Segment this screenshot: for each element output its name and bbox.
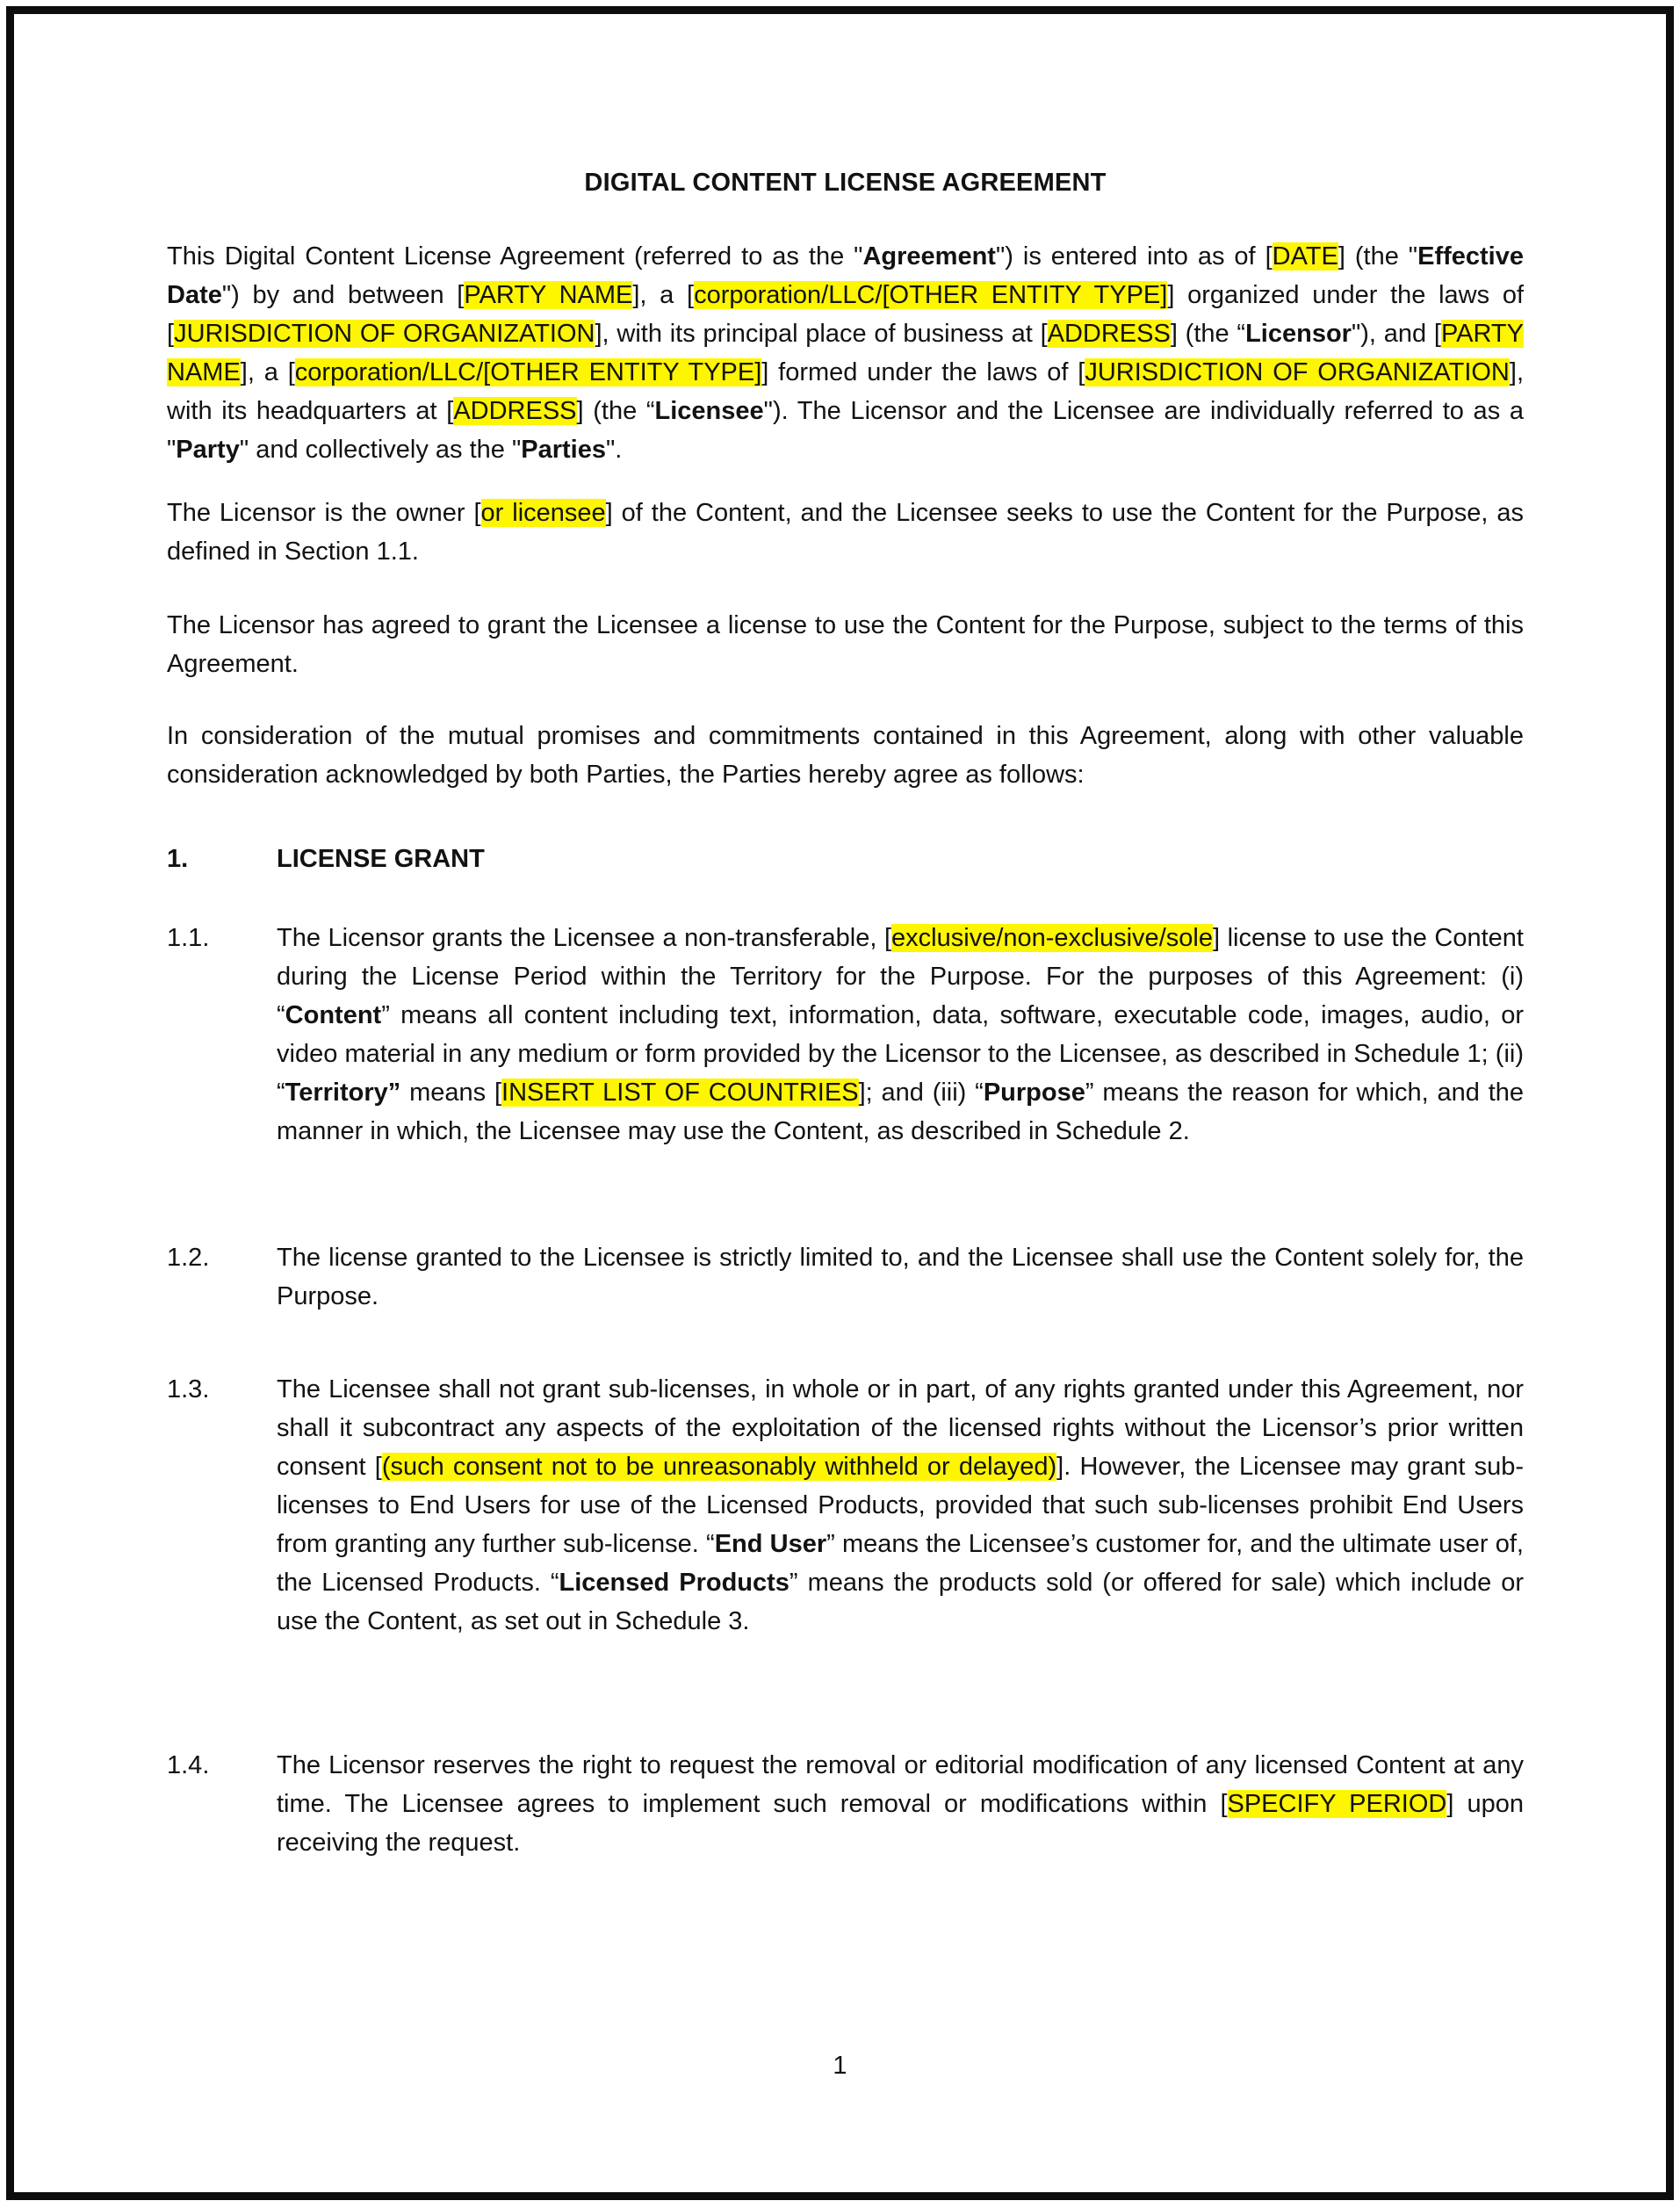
highlighted-placeholder: ADDRESS bbox=[1047, 320, 1171, 348]
intro-paragraph bbox=[167, 237, 1524, 469]
paragraph-text: The Licensee shall not grant sub-licenses, in whole or in part, of any rights granted under this Agreement, nor shall it subcontract any aspects of the exploitation of the licensed rights without the Licensor’s prior written consent [(such consent not to be unreasonably withheld or delayed)]. However, the Licensee may grant sub-licenses to End Users for use of the Licensed Products, provided that such sub-licenses prohibit End Users from granting any further sub-license. “End User” means the Licensee’s customer for, and the ultimate user of, the Licensed Products. “Licensed Products” means the products sold (or offered for sale) which include or use the Content, as set out in Schedule 3. bbox=[277, 1375, 1524, 1635]
highlighted-placeholder: (such consent not to be unreasonably withheld or delayed) bbox=[381, 1453, 1057, 1481]
highlighted-placeholder: SPECIFY PERIOD bbox=[1227, 1790, 1447, 1818]
section-1-heading bbox=[167, 840, 1524, 878]
clause-1-2 bbox=[167, 1238, 1524, 1316]
paragraph-text: The Licensor is the owner [or licensee] of the Content, and the Licensee seeks to use the Content for the Purpose, as defined in Section 1.1. bbox=[167, 499, 1525, 566]
page-content bbox=[167, 0, 1524, 1862]
highlighted-placeholder: JURISDICTION OF ORGANIZATION bbox=[1085, 358, 1510, 386]
highlighted-placeholder: ADDRESS bbox=[453, 397, 577, 425]
paragraph-text: The Licensor has agreed to grant the Licensee a license to use the Content for the Purpose, subject to the terms of this Agreement. bbox=[167, 611, 1524, 678]
grant-paragraph bbox=[167, 606, 1524, 683]
highlighted-placeholder: PARTY NAME bbox=[464, 281, 633, 309]
highlighted-placeholder: PARTY NAME bbox=[167, 320, 1524, 386]
document-title: DIGITAL CONTENT LICENSE AGREEMENT bbox=[584, 169, 1107, 197]
highlighted-placeholder: DATE bbox=[1272, 242, 1338, 271]
highlighted-placeholder: JURISDICTION OF ORGANIZATION bbox=[174, 320, 595, 348]
document-body bbox=[167, 237, 1524, 1862]
item-number: 1.3. bbox=[167, 1375, 210, 1403]
page-number: 1 bbox=[833, 2052, 847, 2080]
paragraph-text: This Digital Content License Agreement (referred to as the "Agreement") is entered into as of [DATE] (the "Effective Date") by and between [PARTY NAME], a [corporation/LLC/[OTHER ENTITY TYPE]] organized under the laws of [JURISDICTION OF ORGANIZATION], with its principal place of business at [ADDRESS] (the “Licensor"), and [PARTY NAME], a [corporation/LLC/[OTHER ENTITY TYPE]] formed under the laws of [JURISDICTION OF ORGANIZATION], with its headquarters at [ADDRESS] (the “Licensee"). The Licensor and the Licensee are individually referred to as a "Party" and collectively as the "Parties". bbox=[167, 242, 1525, 464]
item-number: 1.1. bbox=[167, 924, 210, 952]
clause-1-1 bbox=[167, 919, 1524, 1151]
highlighted-placeholder: or licensee bbox=[480, 499, 606, 527]
paragraph-text: The Licensor reserves the right to request the removal or editorial modification of any licensed Content at any time. The Licensee agrees to implement such removal or modifications within [SPECIFY PERIOD] upon receiving the request. bbox=[277, 1751, 1524, 1857]
item-number: 1.2. bbox=[167, 1244, 210, 1272]
highlighted-placeholder: corporation/LLC/[OTHER ENTITY TYPE] bbox=[694, 281, 1168, 309]
clause-1-4 bbox=[167, 1746, 1524, 1862]
paragraph-text: LICENSE GRANT bbox=[277, 845, 485, 873]
owner-paragraph bbox=[167, 494, 1524, 571]
highlighted-placeholder: INSERT LIST OF COUNTRIES bbox=[501, 1079, 859, 1107]
highlighted-placeholder: corporation/LLC/[OTHER ENTITY TYPE] bbox=[294, 358, 762, 386]
highlighted-placeholder: exclusive/non-exclusive/sole bbox=[891, 924, 1213, 952]
paragraph-text: The license granted to the Licensee is strictly limited to, and the Licensee shall use the Content solely for, the Purpose. bbox=[277, 1244, 1524, 1310]
paragraph-text: In consideration of the mutual promises and commitments contained in this Agreement, along with other valuable consideration acknowledged by both Parties, the Parties hereby agree as follows: bbox=[167, 722, 1524, 789]
item-number: 1.4. bbox=[167, 1751, 210, 1779]
item-number: 1. bbox=[167, 845, 189, 873]
consideration-paragraph bbox=[167, 717, 1524, 794]
clause-1-3 bbox=[167, 1370, 1524, 1641]
paragraph-text: The Licensor grants the Licensee a non-transferable, [exclusive/non-exclusive/sole] license to use the Content during the License Period within the Territory for the Purpose. For the purposes of this Agreement: (i) “Content” means all content including text, information, data, software, executable code, images, audio, or video material in any medium or form provided by the Licensor to the Licensee, as described in Schedule 1; (ii) “Territory” means [INSERT LIST OF COUNTRIES]; and (iii) “Purpose” means the reason for which, and the manner in which, the Licensee may use the Content, as described in Schedule 2. bbox=[277, 924, 1525, 1145]
